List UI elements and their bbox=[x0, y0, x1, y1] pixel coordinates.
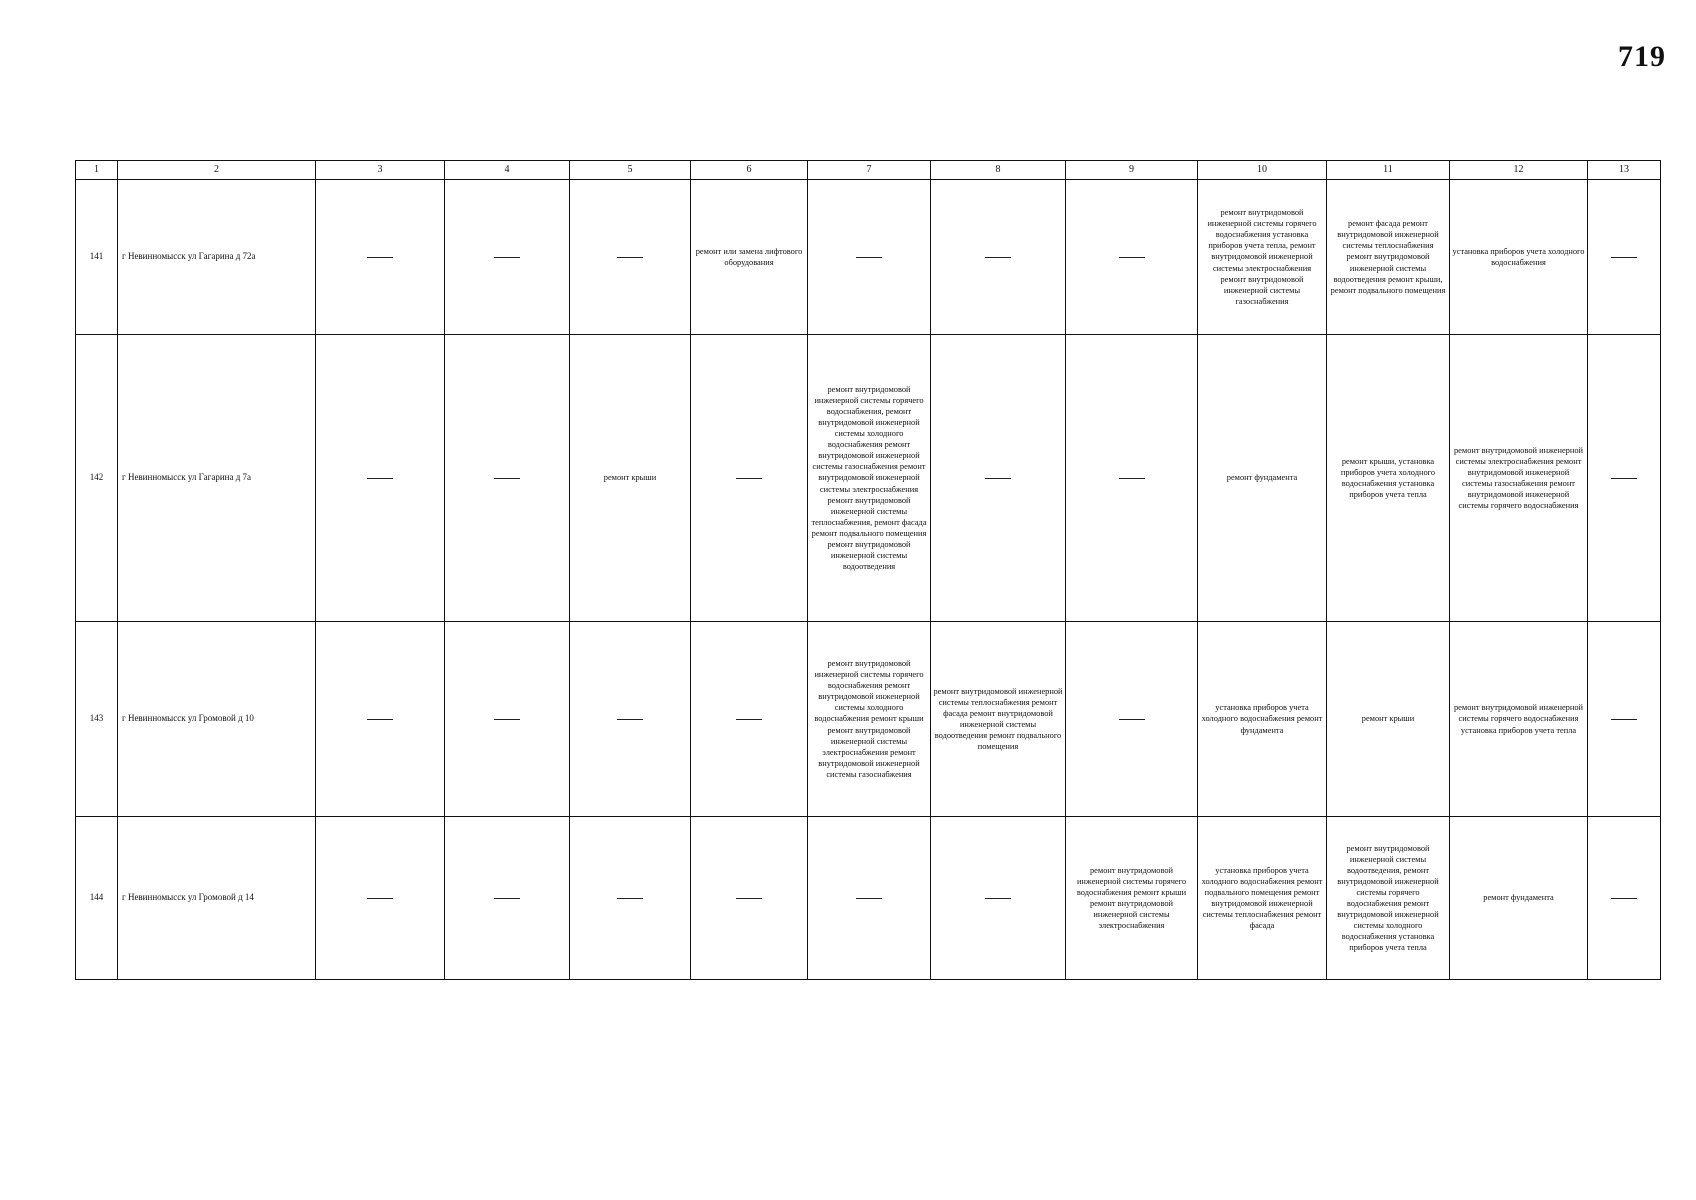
work-cell: ремонт внутридомовой инженерной системы водоотведения, ремонт внутридомовой инженерной системы горячего водоснабжения ремонт внутридомовой инженерной системы холодного водоснабжения установка приборов учета тепла bbox=[1327, 817, 1450, 980]
address-cell: г Невинномысск ул Гагарина д 72а bbox=[118, 180, 316, 335]
table-row bbox=[76, 335, 1661, 622]
work-cell: ремонт крыши, установка приборов учета холодного водоснабжения установка приборов учета тепла bbox=[1327, 335, 1450, 622]
header-cell: 13 bbox=[1588, 161, 1661, 180]
work-cell: ремонт внутридомовой инженерной системы горячего водоснабжения установка приборов учета тепла bbox=[1450, 622, 1588, 817]
empty-marker bbox=[445, 335, 570, 622]
empty-marker bbox=[445, 622, 570, 817]
dash-line bbox=[736, 478, 762, 479]
dash-line bbox=[856, 898, 882, 899]
header-cell: 10 bbox=[1198, 161, 1327, 180]
header-cell: 12 bbox=[1450, 161, 1588, 180]
dash-line bbox=[985, 257, 1011, 258]
table-row bbox=[76, 817, 1661, 980]
work-cell: ремонт фасада ремонт внутридомовой инженерной системы теплоснабжения ремонт внутридомовой инженерной системы водоотведения ремонт крыши, ремонт подвального помещения bbox=[1327, 180, 1450, 335]
header-cell: 6 bbox=[691, 161, 808, 180]
dash-line bbox=[1119, 478, 1145, 479]
empty-marker bbox=[445, 817, 570, 980]
header-cell: 7 bbox=[808, 161, 931, 180]
empty-marker bbox=[570, 622, 691, 817]
header-row bbox=[76, 161, 1661, 180]
dash-line bbox=[1611, 257, 1637, 258]
header-cell: 4 bbox=[445, 161, 570, 180]
header-cell: 9 bbox=[1066, 161, 1198, 180]
empty-marker bbox=[808, 180, 931, 335]
empty-marker bbox=[691, 335, 808, 622]
table-row bbox=[76, 180, 1661, 335]
dash-line bbox=[494, 257, 520, 258]
empty-marker bbox=[808, 817, 931, 980]
empty-marker bbox=[1066, 335, 1198, 622]
row-number: 141 bbox=[76, 180, 118, 335]
table-row bbox=[76, 622, 1661, 817]
dash-line bbox=[1119, 719, 1145, 720]
dash-line bbox=[1611, 898, 1637, 899]
work-cell: ремонт крыши bbox=[570, 335, 691, 622]
dash-line bbox=[617, 719, 643, 720]
empty-marker bbox=[1588, 180, 1661, 335]
dash-line bbox=[494, 898, 520, 899]
dash-line bbox=[985, 478, 1011, 479]
work-cell: ремонт внутридомовой инженерной системы горячего водоснабжения ремонт внутридомовой инженерной системы холодного водоснабжения ремонт крыши ремонт внутридомовой инженерной системы электроснабжения ремонт внутридомовой инженерной системы газоснабжения bbox=[808, 622, 931, 817]
header-cell: 3 bbox=[316, 161, 445, 180]
header-cell: 2 bbox=[118, 161, 316, 180]
address-cell: г Невинномысск ул Громовой д 14 bbox=[118, 817, 316, 980]
dash-line bbox=[736, 898, 762, 899]
empty-marker bbox=[445, 180, 570, 335]
page-number: 719 bbox=[1618, 40, 1666, 73]
row-number: 144 bbox=[76, 817, 118, 980]
dash-line bbox=[367, 478, 393, 479]
header-cell: 11 bbox=[1327, 161, 1450, 180]
empty-marker bbox=[931, 335, 1066, 622]
header-cell: 5 bbox=[570, 161, 691, 180]
row-number: 143 bbox=[76, 622, 118, 817]
dash-line bbox=[1119, 257, 1145, 258]
dash-line bbox=[367, 719, 393, 720]
dash-line bbox=[1611, 478, 1637, 479]
empty-marker bbox=[316, 817, 445, 980]
empty-marker bbox=[316, 335, 445, 622]
empty-marker bbox=[316, 180, 445, 335]
work-cell: ремонт фундамента bbox=[1198, 335, 1327, 622]
empty-marker bbox=[1588, 817, 1661, 980]
work-cell: ремонт или замена лифтового оборудования bbox=[691, 180, 808, 335]
work-cell: ремонт фундамента bbox=[1450, 817, 1588, 980]
header-cell: 8 bbox=[931, 161, 1066, 180]
empty-marker bbox=[691, 817, 808, 980]
empty-marker bbox=[1588, 335, 1661, 622]
work-cell: установка приборов учета холодного водоснабжения bbox=[1450, 180, 1588, 335]
empty-marker bbox=[1066, 180, 1198, 335]
dash-line bbox=[367, 898, 393, 899]
dash-line bbox=[736, 719, 762, 720]
dash-line bbox=[1611, 719, 1637, 720]
work-cell: ремонт внутридомовой инженерной системы электроснабжения ремонт внутридомовой инженерной системы газоснабжения ремонт внутридомовой инженерной системы горячего водоснабжения bbox=[1450, 335, 1588, 622]
row-number: 142 bbox=[76, 335, 118, 622]
dash-line bbox=[985, 898, 1011, 899]
work-cell: ремонт внутридомовой инженерной системы теплоснабжения ремонт фасада ремонт внутридомовой инженерной системы водоотведения ремонт подвального помещения bbox=[931, 622, 1066, 817]
empty-marker bbox=[1588, 622, 1661, 817]
empty-marker bbox=[570, 817, 691, 980]
address-cell: г Невинномысск ул Гагарина д 7а bbox=[118, 335, 316, 622]
work-cell: ремонт крыши bbox=[1327, 622, 1450, 817]
dash-line bbox=[617, 898, 643, 899]
address-cell: г Невинномысск ул Громовой д 10 bbox=[118, 622, 316, 817]
work-cell: ремонт внутридомовой инженерной системы горячего водоснабжения ремонт крыши ремонт внутридомовой инженерной системы электроснабжения bbox=[1066, 817, 1198, 980]
empty-marker bbox=[931, 180, 1066, 335]
work-cell: установка приборов учета холодного водоснабжения ремонт фундамента bbox=[1198, 622, 1327, 817]
empty-marker bbox=[931, 817, 1066, 980]
repair-schedule-table bbox=[75, 160, 1661, 980]
work-cell: установка приборов учета холодного водоснабжения ремонт подвального помещения ремонт внутридомовой инженерной системы теплоснабжения ремонт фасада bbox=[1198, 817, 1327, 980]
empty-marker bbox=[691, 622, 808, 817]
header-cell: 1 bbox=[76, 161, 118, 180]
dash-line bbox=[494, 478, 520, 479]
empty-marker bbox=[316, 622, 445, 817]
work-cell: ремонт внутридомовой инженерной системы горячего водоснабжения, ремонт внутридомовой инженерной системы холодного водоснабжения ремонт внутридомовой инженерной системы газоснабжения ремонт внутридомовой инженерной системы электроснабжения ремонт внутридомовой инженерной системы теплоснабжения, ремонт фасада ремонт подвального помещения ремонт внутридомовой инженерной системы водоотведения bbox=[808, 335, 931, 622]
dash-line bbox=[856, 257, 882, 258]
dash-line bbox=[367, 257, 393, 258]
dash-line bbox=[617, 257, 643, 258]
work-cell: ремонт внутридомовой инженерной системы горячего водоснабжения установка приборов учета тепла, ремонт внутридомовой инженерной системы электроснабжения ремонт внутридомовой инженерной системы газоснабжения bbox=[1198, 180, 1327, 335]
empty-marker bbox=[570, 180, 691, 335]
empty-marker bbox=[1066, 622, 1198, 817]
dash-line bbox=[494, 719, 520, 720]
